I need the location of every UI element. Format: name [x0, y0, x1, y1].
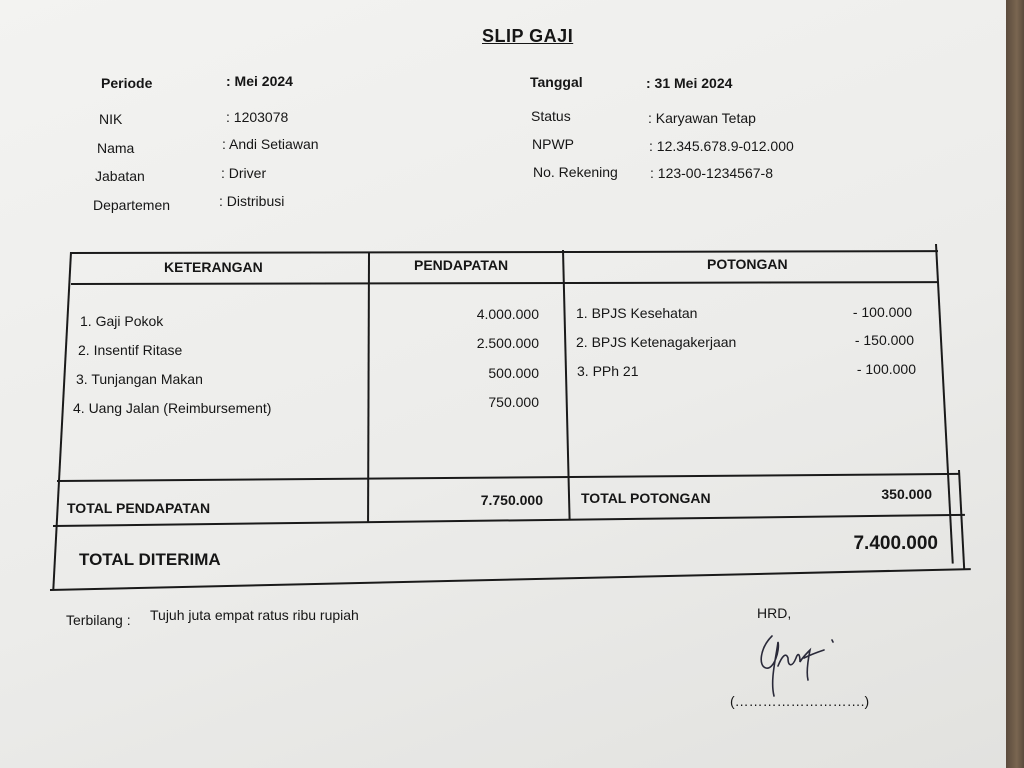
- total-potongan-label: TOTAL POTONGAN: [581, 490, 711, 506]
- earning-amount: 4.000.000: [476, 306, 539, 322]
- table-border-bottom: [50, 568, 971, 591]
- npwp-label: NPWP: [532, 136, 574, 152]
- hrd-label: HRD,: [757, 605, 792, 621]
- deduction-label: 3. PPh 21: [577, 363, 639, 379]
- deduction-amount: - 100.000: [856, 361, 916, 377]
- table-header-divider: [71, 281, 938, 284]
- total-pendapatan-value: 7.750.000: [480, 492, 543, 508]
- rekening-label: No. Rekening: [533, 164, 618, 180]
- status-label: Status: [531, 108, 571, 124]
- deduction-label: 1. BPJS Kesehatan: [576, 305, 698, 321]
- hrd-signature: [752, 628, 842, 703]
- nik-label: NIK: [99, 111, 123, 127]
- table-border-top: [71, 250, 938, 254]
- table-col-divider-2: [562, 250, 570, 520]
- earning-label: 4. Uang Jalan (Reimbursement): [73, 400, 272, 416]
- table-totals-top: [57, 473, 959, 482]
- table-border-right-lower: [958, 470, 965, 570]
- header-pendapatan: PENDAPATAN: [414, 257, 509, 273]
- tanggal-label: Tanggal: [530, 74, 583, 90]
- document-title: SLIP GAJI: [482, 26, 574, 46]
- earning-amount: 500.000: [488, 365, 539, 381]
- total-diterima-label: TOTAL DITERIMA: [79, 550, 221, 569]
- deduction-amount: - 150.000: [854, 332, 914, 348]
- jabatan-value: : Driver: [221, 165, 267, 181]
- periode-label: Periode: [101, 75, 153, 91]
- earning-label: 1. Gaji Pokok: [80, 313, 164, 329]
- total-diterima-value: 7.400.000: [853, 533, 938, 554]
- periode-value: : Mei 2024: [226, 73, 293, 89]
- status-value: : Karyawan Tetap: [648, 110, 756, 126]
- total-pendapatan-label: TOTAL PENDAPATAN: [67, 500, 211, 516]
- nik-value: : 1203078: [226, 109, 289, 125]
- rekening-value: : 123-00-1234567-8: [650, 165, 773, 181]
- earning-label: 3. Tunjangan Makan: [76, 371, 203, 387]
- nama-label: Nama: [97, 140, 135, 156]
- earning-amount: 2.500.000: [476, 335, 539, 351]
- departemen-value: : Distribusi: [219, 193, 285, 209]
- npwp-value: : 12.345.678.9-012.000: [649, 138, 794, 154]
- table-border-left: [52, 252, 72, 590]
- total-potongan-value: 350.000: [881, 486, 932, 502]
- jabatan-label: Jabatan: [95, 168, 145, 184]
- nama-value: : Andi Setiawan: [222, 136, 319, 152]
- deduction-label: 2. BPJS Ketenagakerjaan: [576, 334, 737, 350]
- header-potongan: POTONGAN: [707, 256, 788, 272]
- table-col-divider-1: [367, 252, 369, 522]
- terbilang-value: Tujuh juta empat ratus ribu rupiah: [150, 607, 359, 623]
- earning-label: 2. Insentif Ritase: [78, 342, 183, 358]
- background-surface: [1006, 0, 1024, 768]
- signature-line: (……………………….): [730, 693, 870, 709]
- header-keterangan: KETERANGAN: [164, 259, 263, 275]
- deduction-amount: - 100.000: [852, 304, 912, 320]
- terbilang-label: Terbilang :: [66, 612, 131, 628]
- departemen-label: Departemen: [93, 197, 171, 213]
- tanggal-value: : 31 Mei 2024: [646, 75, 733, 91]
- earning-amount: 750.000: [488, 394, 539, 410]
